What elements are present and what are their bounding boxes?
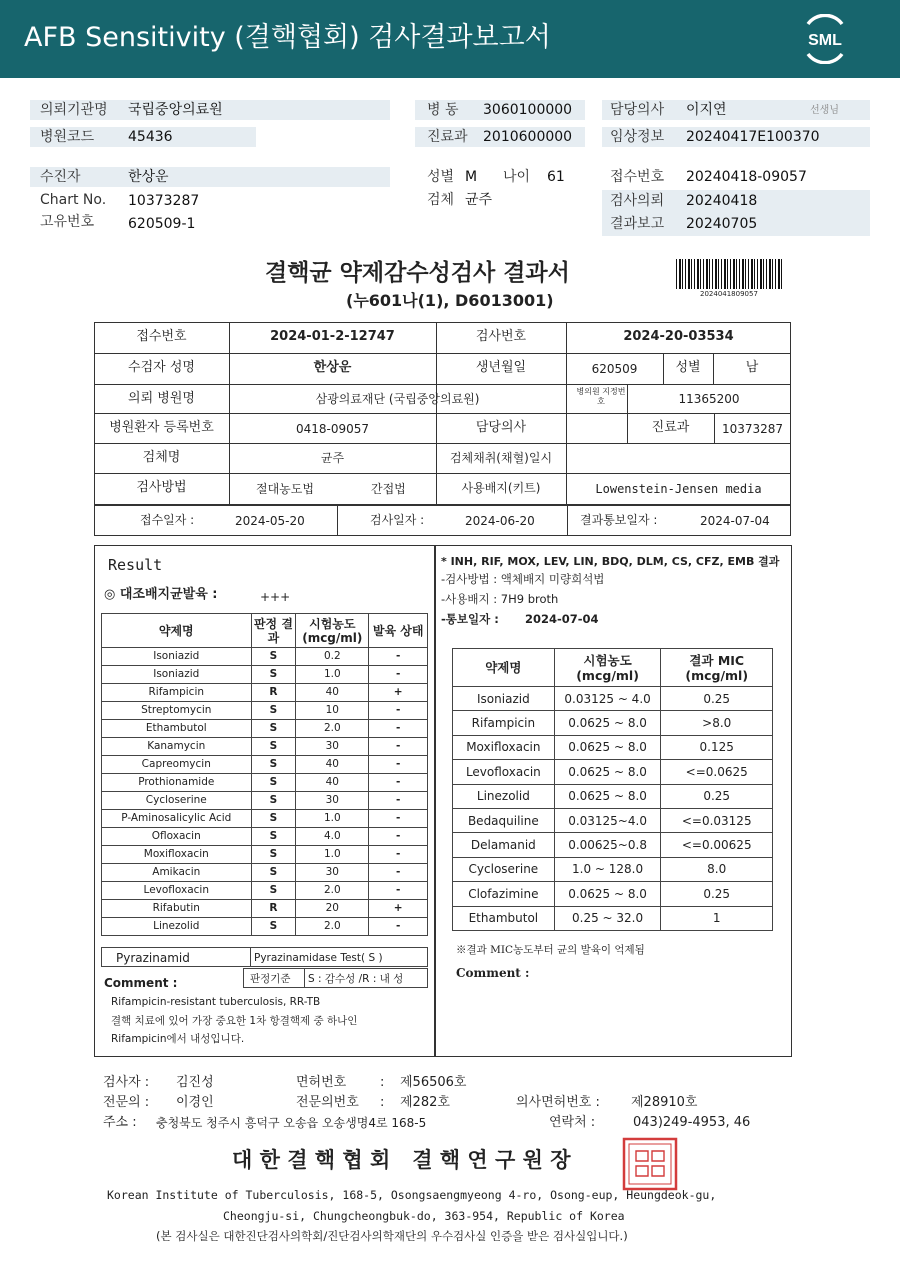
mic-result: 0.25 xyxy=(661,687,773,711)
judgment: S xyxy=(251,738,296,756)
pza-value: Pyrazinamidase Test( S ) xyxy=(254,952,383,964)
sex-value: M xyxy=(465,169,478,185)
result-table xyxy=(101,613,428,936)
result-header-judgment: 판정 결과 xyxy=(251,614,296,648)
mic-result: <=0.03125 xyxy=(661,808,773,832)
mic-notify-value: 2024-07-04 xyxy=(525,612,599,626)
mic-medium: -사용배지 : 7H9 broth xyxy=(441,592,559,606)
result-comment-line1: Rifampicin-resistant tuberculosis, RR-TB xyxy=(111,996,321,1008)
mic-drug-name: Bedaquiline xyxy=(453,808,555,832)
result-row xyxy=(102,810,428,828)
concentration: 10 xyxy=(296,702,369,720)
judgment: S xyxy=(251,828,296,846)
result-title: Result xyxy=(108,556,163,574)
growth: - xyxy=(369,810,428,828)
doc-dept-value: 10373287 xyxy=(721,422,784,436)
dept-value: 2010600000 xyxy=(483,129,573,145)
doc-test-date: 2024-06-20 xyxy=(465,514,535,528)
doc-collect-label: 검체채취(채혈)일시 xyxy=(449,451,553,465)
doc-birth-value: 620509 xyxy=(591,362,638,376)
judgment: S xyxy=(251,648,296,666)
doc-patient-value: 한상운 xyxy=(313,360,352,375)
specimen-label: 검체 xyxy=(427,192,455,208)
mic-range: 0.03125~4.0 xyxy=(554,808,661,832)
drug-name: Levofloxacin xyxy=(102,882,252,900)
clinical-row xyxy=(602,127,870,147)
judgment: R xyxy=(251,900,296,918)
judgment: R xyxy=(251,684,296,702)
mic-row xyxy=(453,906,773,930)
address-value: 충청북도 청주시 흥덕구 오송읍 오송생명4로 168-5 xyxy=(156,1116,427,1130)
hospital-code-row xyxy=(30,127,256,147)
result-row xyxy=(102,702,428,720)
mic-row xyxy=(453,784,773,808)
doc-notify-date: 2024-07-04 xyxy=(700,514,770,528)
result-comment-line2: 결핵 치료에 있어 가장 중요한 1차 항결핵제 중 하나인 xyxy=(111,1015,358,1027)
result-row xyxy=(102,792,428,810)
doctor-license-value: 제28910호 xyxy=(631,1095,698,1110)
mic-range: 0.00625~0.8 xyxy=(554,833,661,857)
drug-name: Streptomycin xyxy=(102,702,252,720)
mic-range: 1.0 ~ 128.0 xyxy=(554,857,661,881)
result-row xyxy=(102,900,428,918)
doc-reg-value: 0418-09057 xyxy=(295,422,370,436)
expert-value: 이경인 xyxy=(176,1095,214,1110)
english-address-line2: Cheongju-si, Chungcheongbuk-do, 363-954, Republic of Korea xyxy=(223,1209,625,1223)
concentration: 40 xyxy=(296,774,369,792)
request-label: 검사의뢰 xyxy=(610,193,665,209)
unique-label: 고유번호 xyxy=(40,214,95,230)
drug-name: Isoniazid xyxy=(102,666,252,684)
ward-row xyxy=(415,100,585,120)
pza-label: Pyrazinamid xyxy=(116,951,190,965)
svg-text:SML: SML xyxy=(808,32,842,49)
sex-label: 성별 xyxy=(427,169,455,185)
doc-subtitle: (누601나(1), D6013001) xyxy=(346,291,554,310)
concentration: 30 xyxy=(296,738,369,756)
growth: + xyxy=(369,900,428,918)
doc-birth-label: 생년월일 xyxy=(475,360,527,375)
doc-specimen-label: 검체명 xyxy=(142,450,181,465)
doc-recv-date-label: 접수일자 : xyxy=(140,513,195,527)
doc-specimen-value: 균주 xyxy=(320,451,345,465)
license-label: 면허번호 xyxy=(296,1075,347,1090)
hospital-code-label: 병원코드 xyxy=(40,129,95,145)
mic-row xyxy=(453,833,773,857)
address-label: 주소 : xyxy=(103,1115,137,1130)
drug-name: Amikacin xyxy=(102,864,252,882)
mic-range: 0.0625 ~ 8.0 xyxy=(554,882,661,906)
drug-name: Kanamycin xyxy=(102,738,252,756)
mic-header-concentration: 시험농도 (mcg/ml) xyxy=(554,649,661,687)
scanned-document: 결핵균 약제감수성검사 결과서 (누601나(1), D6013001) 2024041809057 접수번호 2024-01-2-12747 검사번호 2024-20-03534 수검자 성명 한상운 생년월일 620509 성별 남 의뢰 병원명 삼광의료재단 (국립중앙의료원) 병의원 지정번호 11365200 병원환자 등록번호 0418-09057 담당의사 진료과 10373287 검체명 균주 검체채취(채혈)일시 검사방법 절대농도법 간접법 사용배지(키트) Lowenstein-Jensen media 접수일자 : 2024-05-20 검사일자 : 2024-06-20 결과통보일자 : 2024-07-04 Result ◎ 대조배지균발육 : +++ 약제명 판정 결과 시험농도 (mcg/ml) 발육 상태 Isoniazid S 0.2 - Isoniazid S 1.0 - Rifampicin R 40 + Streptomycin S 10 - Ethambutol S 2.0 - Kanamycin S 30 - Capreomycin S 40 - Prothionamide S 40 - Cycloserine S 30 - P-Aminosalicylic Acid S 1.0 - Ofloxacin S 4.0 - Moxifloxacin S 1.0 - Amikacin S 30 - Levofloxacin S 2.0 - Rifabutin R 20 + Linezolid S 2.0 - Pyrazinamid Pyrazinamidase Test( S ) Comment : 판정기준 S : 감수성 /R : 내 성 Rifampicin-resistant tuberculosis, RR-TB 결핵 치료에 있어 가장 중요한 1차 항결핵제 중 하나인 Rifampicin에서 내성입니다. * INH, RIF, MOX, LEV, LIN, BDQ, DLM, CS, CFZ, EMB 결과 -검사방법 : 액체배지 미량희석법 -사용배지 : 7H9 broth -통보일자 : 2024-07-04 약제명 시험농도 (mcg/ml) 결과 MIC (mcg/ml) Isoniazid 0.03125 ~ 4.0 0.25 Rifampicin 0.0625 ~ 8.0 >8.0 Moxifloxacin 0.0625 ~ 8.0 0.125 Levofloxacin 0.0625 ~ 8.0 <=0.0625 Linezolid 0.0625 ~ 8.0 0.25 Bedaquiline 0.03125~4.0 <=0.03125 Delamanid 0.00625~0.8 <=0.00625 Cycloserine 1.0 ~ 128.0 8.0 Clofazimine 0.0625 ~ 8.0 0.25 Ethambutol 0.25 ~ 32.0 1 ※결과 MIC농도부터 균의 발육이 억제됨 Comment : 검사자 : 김진성 면허번호 : 제56506호 전문의 : 이경인 전문의번호 : 제282호 의사면허번호 : 제28910호 주소 : 충청북도 청주시 흥덕구 오송읍 오송생명4로 168-5 연락처 : 043)249-4953, 46 대 한 결 핵 협 회 결 핵 연 구 원 장 Korean Institute of Tuberculosis, 168-5, Osongsaengmyeong 4-ro, Osong-eup, Heungdeok-gu, Cheongju-si, Chungcheongbuk-do, 363-954, Republic of Korea (본 검사실은 대한진단검사의학회/진단검사의학재단의 우수검사실 인증을 받은 검사실입니다.) xyxy=(0,250,900,1271)
concentration: 0.2 xyxy=(296,648,369,666)
tester-value: 김진성 xyxy=(176,1075,214,1090)
doc-title: 결핵균 약제감수성검사 결과서 xyxy=(265,260,570,286)
mic-range: 0.0625 ~ 8.0 xyxy=(554,760,661,784)
doc-test-no-value: 2024-20-03534 xyxy=(623,329,734,344)
drug-name: Isoniazid xyxy=(102,648,252,666)
hospital-code-value: 45436 xyxy=(128,129,173,145)
request-box xyxy=(602,190,870,236)
tester-label: 검사자 : xyxy=(103,1075,150,1090)
doc-doctor-label: 담당의사 xyxy=(475,420,527,435)
growth: - xyxy=(369,648,428,666)
doc-notify-date-label: 결과통보일자 : xyxy=(580,513,658,527)
mic-range: 0.03125 ~ 4.0 xyxy=(554,687,661,711)
mic-result: 0.25 xyxy=(661,882,773,906)
receipt-label: 접수번호 xyxy=(610,169,665,185)
result-row xyxy=(102,918,428,936)
contact-value: 043)249-4953, 46 xyxy=(633,1115,751,1130)
concentration: 2.0 xyxy=(296,720,369,738)
doc-method2: 간접법 xyxy=(371,482,406,496)
mic-range: 0.0625 ~ 8.0 xyxy=(554,784,661,808)
doc-sex-value: 남 xyxy=(745,360,759,375)
mic-drug-name: Delamanid xyxy=(453,833,555,857)
growth: - xyxy=(369,774,428,792)
mic-note: ※결과 MIC농도부터 균의 발육이 억제됨 xyxy=(456,944,645,956)
result-row xyxy=(102,648,428,666)
concentration: 4.0 xyxy=(296,828,369,846)
mic-result: 0.125 xyxy=(661,735,773,759)
result-row xyxy=(102,666,428,684)
mic-drug-name: Cycloserine xyxy=(453,857,555,881)
mic-row xyxy=(453,882,773,906)
institution-row xyxy=(30,100,390,120)
mic-drug-name: Clofazimine xyxy=(453,882,555,906)
request-value: 20240418 xyxy=(686,193,758,209)
doctor-suffix: 선생님 xyxy=(810,105,839,116)
ward-value: 3060100000 xyxy=(483,102,573,118)
criteria-label: 판정기준 xyxy=(250,973,291,985)
mic-row xyxy=(453,735,773,759)
clinical-label: 임상정보 xyxy=(610,129,665,145)
doctor-row xyxy=(602,100,870,120)
mic-drug-name: Ethambutol xyxy=(453,906,555,930)
doc-recv-date: 2024-05-20 xyxy=(235,514,305,528)
doc-method-label: 검사방법 xyxy=(136,480,187,495)
mic-drug-name: Rifampicin xyxy=(453,711,555,735)
mic-drug-name: Levofloxacin xyxy=(453,760,555,784)
judgment: S xyxy=(251,810,296,828)
barcode xyxy=(676,259,784,289)
doc-reg-label: 병원환자 등록번호 xyxy=(109,420,214,435)
concentration: 30 xyxy=(296,792,369,810)
judgment: S xyxy=(251,702,296,720)
institution-label: 의뢰기관명 xyxy=(40,102,108,118)
judgment: S xyxy=(251,882,296,900)
growth: - xyxy=(369,666,428,684)
mic-row xyxy=(453,808,773,832)
judgment: S xyxy=(251,774,296,792)
dept-row xyxy=(415,127,585,147)
mic-range: 0.0625 ~ 8.0 xyxy=(554,735,661,759)
result-comment-label: Comment : xyxy=(104,976,178,990)
judgment: S xyxy=(251,846,296,864)
mic-drug-name: Linezolid xyxy=(453,784,555,808)
criteria-value: S : 감수성 /R : 내 성 xyxy=(308,973,404,985)
growth: - xyxy=(369,918,428,936)
mic-header-drug: 약제명 xyxy=(453,649,555,687)
doc-dept-label: 진료과 xyxy=(651,420,690,435)
result-header-growth: 발육 상태 xyxy=(369,614,428,648)
drug-name: Ethambutol xyxy=(102,720,252,738)
result-row xyxy=(102,738,428,756)
mic-header-result: 결과 MIC (mcg/ml) xyxy=(661,649,773,687)
chart-value: 10373287 xyxy=(128,193,200,209)
drug-name: Cycloserine xyxy=(102,792,252,810)
age-label: 나이 xyxy=(503,169,531,185)
report-header xyxy=(0,0,900,78)
official-seal-icon xyxy=(622,1137,678,1191)
control-label: ◎ 대조배지균발육 : xyxy=(104,587,218,602)
concentration: 2.0 xyxy=(296,882,369,900)
chart-label: Chart No. xyxy=(40,192,107,208)
drug-name: Rifabutin xyxy=(102,900,252,918)
drug-name: P-Aminosalicylic Acid xyxy=(102,810,252,828)
result-row xyxy=(102,846,428,864)
doc-medium-label: 사용배지(키트) xyxy=(461,481,541,495)
mic-result: 1 xyxy=(661,906,773,930)
mic-row xyxy=(453,711,773,735)
mic-row xyxy=(453,857,773,881)
concentration: 2.0 xyxy=(296,918,369,936)
mic-method: -검사방법 : 액체배지 미량희석법 xyxy=(441,572,605,586)
concentration: 40 xyxy=(296,684,369,702)
doc-sex-label: 성별 xyxy=(675,360,701,375)
judgment: S xyxy=(251,666,296,684)
result-row xyxy=(102,774,428,792)
mic-result: 8.0 xyxy=(661,857,773,881)
mic-result: >8.0 xyxy=(661,711,773,735)
criteria-box xyxy=(243,968,428,988)
receipt-value: 20240418-09057 xyxy=(686,169,807,185)
growth: - xyxy=(369,882,428,900)
age-value: 61 xyxy=(547,169,565,185)
doc-designated-label: 병의원 지정번호 xyxy=(576,387,626,406)
growth: - xyxy=(369,720,428,738)
drug-name: Rifampicin xyxy=(102,684,252,702)
mic-table xyxy=(452,648,773,931)
mic-row xyxy=(453,760,773,784)
mic-notify-label: -통보일자 : xyxy=(441,612,499,626)
expert-label: 전문의 : xyxy=(103,1095,150,1110)
growth: - xyxy=(369,846,428,864)
contact-label: 연락처 : xyxy=(549,1115,596,1130)
license-value: 제56506호 xyxy=(400,1075,467,1090)
judgment: S xyxy=(251,792,296,810)
concentration: 20 xyxy=(296,900,369,918)
growth: + xyxy=(369,684,428,702)
clinical-value: 20240417E100370 xyxy=(686,129,820,145)
drug-name: Linezolid xyxy=(102,918,252,936)
control-value: +++ xyxy=(260,590,291,604)
expert-license-label: 전문의번호 xyxy=(296,1095,359,1110)
doc-hospital-label: 의뢰 병원명 xyxy=(128,391,195,406)
concentration: 40 xyxy=(296,756,369,774)
ward-label: 병 동 xyxy=(427,102,459,118)
growth: - xyxy=(369,702,428,720)
doc-designated-value: 11365200 xyxy=(678,392,740,406)
mic-range: 0.0625 ~ 8.0 xyxy=(554,711,661,735)
result-row xyxy=(102,720,428,738)
doc-medium-value: Lowenstein-Jensen media xyxy=(595,482,762,496)
concentration: 1.0 xyxy=(296,666,369,684)
mic-result: <=0.0625 xyxy=(661,760,773,784)
specimen-value: 균주 xyxy=(465,192,493,208)
result-header-drug: 약제명 xyxy=(102,614,252,648)
result-row xyxy=(102,756,428,774)
doctor-label: 담당의사 xyxy=(610,102,665,118)
mic-drug-name: Isoniazid xyxy=(453,687,555,711)
unique-value: 620509-1 xyxy=(128,216,196,232)
drug-name: Ofloxacin xyxy=(102,828,252,846)
doctor-value: 이지연 xyxy=(686,102,727,118)
org-name: 대 한 결 핵 협 회 결 핵 연 구 원 장 xyxy=(232,1148,571,1172)
report-title: AFB Sensitivity (결핵협회) 검사결과보고서 xyxy=(24,22,551,53)
drug-name: Prothionamide xyxy=(102,774,252,792)
judgment: S xyxy=(251,864,296,882)
patient-value: 한상운 xyxy=(128,169,169,185)
result-header-concentration: 시험농도 (mcg/ml) xyxy=(296,614,369,648)
sml-logo xyxy=(800,14,850,64)
result-row xyxy=(102,882,428,900)
growth: - xyxy=(369,738,428,756)
certification-note: (본 검사실은 대한진단검사의학회/진단검사의학재단의 우수검사실 인증을 받은 검사실입니다.) xyxy=(156,1229,628,1243)
doc-method1: 절대농도법 xyxy=(256,482,314,496)
concentration: 30 xyxy=(296,864,369,882)
barcode-text: 2024041809057 xyxy=(700,290,758,298)
growth: - xyxy=(369,792,428,810)
doc-test-no-label: 검사번호 xyxy=(475,329,527,344)
doc-receipt-label: 접수번호 xyxy=(136,329,187,344)
mic-drug-name: Moxifloxacin xyxy=(453,735,555,759)
growth: - xyxy=(369,756,428,774)
doc-hospital-value: 삼광의료재단 (국립중앙의료원) xyxy=(315,392,480,406)
dept-label: 진료과 xyxy=(427,129,468,145)
mic-result: <=0.00625 xyxy=(661,833,773,857)
report-label: 결과보고 xyxy=(610,216,665,232)
mic-row xyxy=(453,687,773,711)
patient-row xyxy=(30,167,390,187)
drug-name: Capreomycin xyxy=(102,756,252,774)
mic-comment-label: Comment : xyxy=(456,966,530,980)
doc-receipt-value: 2024-01-2-12747 xyxy=(270,329,395,344)
mic-result: 0.25 xyxy=(661,784,773,808)
patient-label: 수진자 xyxy=(40,169,81,185)
institution-value: 국립중앙의료원 xyxy=(128,102,223,118)
growth: - xyxy=(369,828,428,846)
result-row xyxy=(102,828,428,846)
result-row xyxy=(102,864,428,882)
mic-range: 0.25 ~ 32.0 xyxy=(554,906,661,930)
doc-patient-label: 수검자 성명 xyxy=(128,360,195,375)
concentration: 1.0 xyxy=(296,810,369,828)
judgment: S xyxy=(251,720,296,738)
concentration: 1.0 xyxy=(296,846,369,864)
judgment: S xyxy=(251,756,296,774)
pza-row xyxy=(101,947,428,967)
doctor-license-label: 의사면허번호 : xyxy=(516,1095,600,1110)
report-value: 20240705 xyxy=(686,216,758,232)
mic-heading: * INH, RIF, MOX, LEV, LIN, BDQ, DLM, CS, CFZ, EMB 결과 xyxy=(441,555,780,568)
drug-name: Moxifloxacin xyxy=(102,846,252,864)
growth: - xyxy=(369,864,428,882)
result-row xyxy=(102,684,428,702)
doc-test-date-label: 검사일자 : xyxy=(370,513,425,527)
expert-license-value: 제282호 xyxy=(400,1095,450,1110)
english-address-line1: Korean Institute of Tuberculosis, 168-5, Osongsaengmyeong 4-ro, Osong-eup, Heungdeok-gu, xyxy=(107,1188,717,1202)
judgment: S xyxy=(251,918,296,936)
result-comment-line3: Rifampicin에서 내성입니다. xyxy=(111,1033,245,1045)
